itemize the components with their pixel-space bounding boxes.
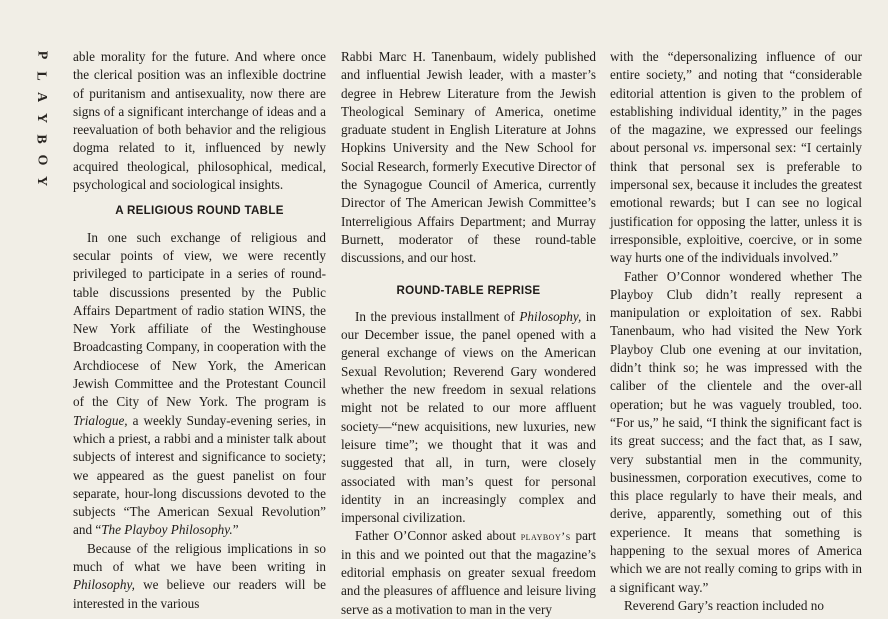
text-column-1: [73, 48, 326, 613]
text-column-2: [341, 48, 596, 619]
running-head-letter: O: [33, 154, 49, 166]
text-run: in our December issue, the panel opened with a general exchange of views on the American Sexual Revolution; Reverend Gary wondered whether the new freedom in sexual relations might not be related to our more affluent society—“new acquisitions, new luxuries, new leisure time”; we thought that it was and suggested that all, in turn, were closely associated with man’s quest for personal identity in an increasingly complex and impersonal civilization.: [341, 308, 596, 526]
italic-title: Philosophy,: [73, 577, 135, 593]
text-run: In one such exchange of religious and secular points of view, we were recently privileged to participate in a series of round-table discussions presented by the Public Affairs Department of radio station WINS, the New York affiliate of the Westinghouse Broadcasting Company, in cooperation with the Archdiocese of New York, the American Jewish Committee and the Protestant Council of the City of New York. The program is: [73, 229, 326, 410]
paragraph: Reverend Gary’s reaction included no: [624, 597, 824, 613]
text-run: In the previous installment of: [355, 308, 520, 324]
text-run: we believe our readers will be interested in the various: [73, 577, 326, 611]
paragraph: Father O’Connor wondered whether The Playboy Club didn’t really represent a manipulation or exploitation of sex. Rabbi Tanenbaum, who had visited the New York Playboy Club one evening at our invitation, didn’t think so; he was impressed with the caliber of the clientele and the over-all operation; but he was vaguely troubled, too. “For us,” he said, “I think the significant fact is its great success; and the fact that, as I saw, very substantial men in the community, businessmen, corporation executives, come to this place regularly to have their meals, and derive, apparently, something out of this experience. It means that something is happening to the sexual mores of America which we are not really coming to grips with in a significant way.”: [610, 268, 862, 595]
paragraph: able morality for the future. And where once the clerical position was an inflexible doctrine of puritanism and antisexuality, now there are signs of a significant interchange of ideas and a reevaluation of both behavior and the religious dogma related to it, influenced by newly acquired theological, philosophical, medical, psychological and sociological insights.: [73, 49, 326, 193]
text-column-3: [610, 48, 862, 615]
paragraph: [73, 540, 326, 613]
text-run: part in this and we pointed out that the magazine’s editorial emphasis on greater sexual freedom and the pleasures of affluence and leisure living serve as a motivation to man in the very: [341, 528, 596, 617]
text-run: Father O’Connor asked about: [355, 528, 521, 544]
section-heading: ROUND-TABLE REPRISE: [396, 283, 541, 297]
section-heading: A RELIGIOUS ROUND TABLE: [115, 204, 284, 218]
small-caps-magazine-name: playboy’s: [520, 529, 571, 544]
paragraph: [341, 308, 596, 528]
paragraph: Rabbi Marc H. Tanenbaum, widely published and influential Jewish leader, with a master’s degree in Hebrew Literature from the Jewish Theological Seminary of America, onetime graduate student in English Literature at Johns Hopkins University and the New School for Social Research, formerly Executive Director of the Synagogue Council of America, currently Director of The American Jewish Committee’s Interreligious Affairs Department; and Murray Burnett, moderator of these round-table discussions, and our host.: [341, 49, 596, 266]
text-run: a weekly Sunday-evening series, in which a priest, a rabbi and a minister talk about subjects of interest and significance to society; we appeared as the guest panelist on four separate, hour-long discussions devoted to the subjects “The American Sexual Revolution” and “: [73, 412, 326, 538]
running-head-letter: Y: [34, 175, 49, 187]
running-head-letter: B: [34, 134, 49, 144]
italic-title: Philosophy,: [519, 308, 582, 324]
running-head-playboy: [30, 48, 52, 188]
italic-title: Trialogue,: [73, 412, 128, 428]
text-run: impersonal sex: “I certainly think that personal sex is preferable to impersonal sex, because it includes the greatest emotional rewards; but I can see no logical justification for opposing the latter, unless it is irresponsible, exploitive, coercive, or in some way hurts one of the individuals involved.”: [610, 140, 862, 266]
italic-title: The Playboy Philosophy.: [101, 522, 233, 538]
text-run: ”: [232, 522, 239, 538]
running-head-letter: Y: [34, 112, 49, 124]
paragraph: [341, 527, 596, 618]
running-head-letter: L: [34, 71, 49, 81]
running-head-letter: A: [34, 91, 49, 103]
running-head-letter: P: [34, 50, 49, 60]
paragraph: [610, 48, 862, 268]
italic-word: vs.: [693, 140, 708, 156]
text-run: with the “depersonalizing influence of our entire society,” and noting that “considerable editorial attention is given to the problem of establishing individual identity,” in the pages of the magazine, we expressed our feelings about personal: [610, 49, 862, 156]
paragraph: [73, 229, 326, 540]
text-run: Because of the religious implications in so much of what we have been writing in: [73, 540, 326, 575]
